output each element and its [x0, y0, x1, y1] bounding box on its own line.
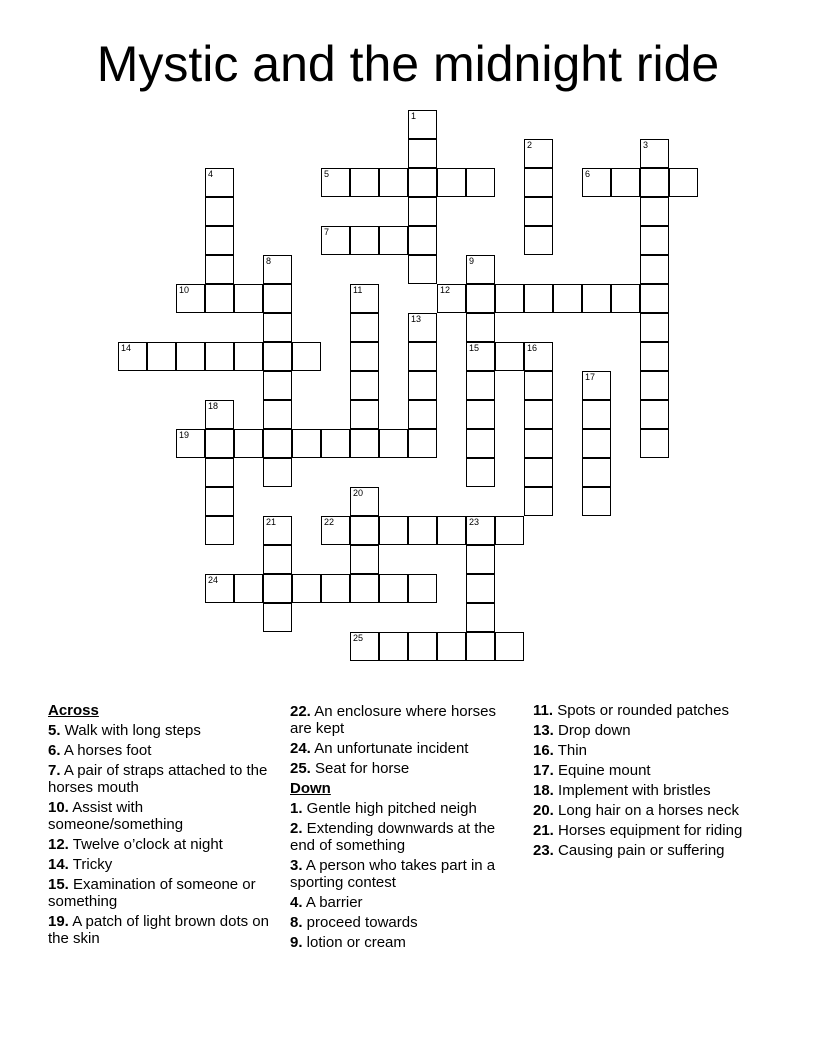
clue-number: 24 [208, 575, 219, 585]
clue-number: 1 [411, 111, 417, 121]
clue-number: 17 [585, 372, 596, 382]
grid-cell[interactable] [466, 458, 495, 487]
grid-cell[interactable] [408, 400, 437, 429]
grid-cell[interactable] [176, 284, 205, 313]
grid-cell[interactable] [466, 429, 495, 458]
grid-cell[interactable] [524, 342, 553, 371]
clue-number: 25 [353, 633, 364, 643]
grid-cell[interactable] [524, 284, 553, 313]
clue-text: Equine mount [553, 762, 651, 779]
across-heading: Across [48, 702, 99, 719]
clue-text: lotion or cream [302, 934, 406, 951]
grid-cell[interactable] [263, 371, 292, 400]
grid-cell[interactable] [205, 458, 234, 487]
clue-number: 14 [121, 343, 132, 353]
grid-cell[interactable] [495, 284, 524, 313]
clue-number: 17. [533, 762, 554, 779]
grid-cell[interactable] [350, 632, 379, 661]
clue-text: Horses equipment for riding [553, 822, 743, 839]
grid-cell[interactable] [640, 342, 669, 371]
grid-cell[interactable] [408, 516, 437, 545]
clue-text: Extending downwards at the end of something [290, 820, 496, 854]
down-clue [290, 820, 515, 854]
clue-number: 20 [353, 488, 364, 498]
grid-cell[interactable] [495, 342, 524, 371]
down-clue [533, 822, 763, 839]
grid-cell[interactable] [321, 429, 350, 458]
grid-cell[interactable] [466, 603, 495, 632]
clue-number: 4 [208, 169, 214, 179]
grid-cell[interactable] [205, 197, 234, 226]
clues-column-1 [48, 700, 273, 947]
clue-text: An enclosure where horses are kept [290, 703, 496, 737]
grid-cell[interactable] [350, 574, 379, 603]
grid-cell[interactable] [408, 632, 437, 661]
clue-number: 13. [533, 722, 554, 739]
grid-cell[interactable] [524, 168, 553, 197]
clue-text: Causing pain or suffering [553, 842, 725, 859]
clue-number: 4. [290, 894, 303, 911]
grid-cell[interactable] [408, 429, 437, 458]
clue-text: Twelve o’clock at night [68, 836, 223, 853]
grid-cell[interactable] [205, 168, 234, 197]
grid-cell[interactable] [263, 545, 292, 574]
clue-text: Tricky [68, 856, 113, 873]
clue-number: 16. [533, 742, 554, 759]
clue-number: 22. [290, 703, 311, 720]
grid-cell[interactable] [234, 429, 263, 458]
grid-cell[interactable] [350, 400, 379, 429]
grid-cell[interactable] [466, 371, 495, 400]
clue-number: 12. [48, 836, 69, 853]
grid-cell[interactable] [292, 429, 321, 458]
grid-cell[interactable] [205, 400, 234, 429]
clue-text: Seat for horse [310, 760, 410, 777]
grid-cell[interactable] [640, 371, 669, 400]
clues-column-2 [290, 700, 515, 951]
grid-cell[interactable] [205, 255, 234, 284]
grid-cell[interactable] [263, 603, 292, 632]
down-clue [290, 914, 515, 931]
grid-cell[interactable] [263, 400, 292, 429]
clue-number: 13 [411, 314, 422, 324]
clue-number: 3 [643, 140, 649, 150]
grid-cell[interactable] [466, 632, 495, 661]
page-title: Mystic and the midnight ride [96, 36, 720, 92]
clue-number: 9 [469, 256, 475, 266]
clue-text: Implement with bristles [553, 782, 711, 799]
clue-number: 7. [48, 762, 61, 779]
grid-cell[interactable] [205, 516, 234, 545]
clue-text: Spots or rounded patches [553, 702, 729, 719]
grid-cell[interactable] [408, 342, 437, 371]
clue-number: 8 [266, 256, 272, 266]
grid-cell[interactable] [234, 284, 263, 313]
across-clue [48, 913, 273, 947]
across-clue [290, 760, 515, 777]
grid-cell[interactable] [379, 632, 408, 661]
across-clue [290, 703, 515, 737]
clue-number: 8. [290, 914, 303, 931]
grid-cell[interactable] [350, 429, 379, 458]
grid-cell[interactable] [640, 226, 669, 255]
grid-cell[interactable] [582, 429, 611, 458]
grid-cell[interactable] [640, 313, 669, 342]
grid-cell[interactable] [408, 110, 437, 139]
grid-cell[interactable] [350, 371, 379, 400]
clue-number: 23 [469, 517, 480, 527]
grid-cell[interactable] [350, 168, 379, 197]
grid-cell[interactable] [495, 632, 524, 661]
grid-cell[interactable] [640, 284, 669, 313]
grid-cell[interactable] [466, 168, 495, 197]
grid-cell[interactable] [524, 487, 553, 516]
down-clue [533, 762, 763, 779]
grid-cell[interactable] [466, 400, 495, 429]
down-clue [290, 894, 515, 911]
grid-cell[interactable] [263, 284, 292, 313]
grid-cell[interactable] [350, 313, 379, 342]
grid-cell[interactable] [379, 516, 408, 545]
grid-cell[interactable] [263, 342, 292, 371]
clue-number: 5. [48, 722, 61, 739]
across-clue [48, 722, 273, 739]
across-clue [48, 876, 273, 910]
grid-cell[interactable] [524, 139, 553, 168]
clue-number: 21 [266, 517, 277, 527]
grid-cell[interactable] [350, 226, 379, 255]
grid-cell[interactable] [524, 226, 553, 255]
clue-number: 25. [290, 760, 311, 777]
grid-cell[interactable] [466, 284, 495, 313]
grid-cell[interactable] [466, 313, 495, 342]
grid-cell[interactable] [176, 429, 205, 458]
grid-cell[interactable] [263, 255, 292, 284]
grid-cell[interactable] [582, 168, 611, 197]
grid-cell[interactable] [263, 429, 292, 458]
clue-number: 5 [324, 169, 330, 179]
grid-cell[interactable] [437, 632, 466, 661]
grid-cell[interactable] [582, 400, 611, 429]
down-clue [290, 934, 515, 951]
grid-cell[interactable] [379, 574, 408, 603]
grid-cell[interactable] [205, 226, 234, 255]
clue-text: Examination of someone or something [48, 876, 256, 910]
grid-cell[interactable] [408, 168, 437, 197]
clue-number: 16 [527, 343, 538, 353]
down-clue [290, 800, 515, 817]
grid-cell[interactable] [408, 255, 437, 284]
grid-cell[interactable] [379, 429, 408, 458]
grid-cell[interactable] [205, 342, 234, 371]
grid-cell[interactable] [611, 168, 640, 197]
grid-cell[interactable] [350, 545, 379, 574]
clue-text: A person who takes part in a sporting contest [290, 857, 496, 891]
grid-cell[interactable] [640, 255, 669, 284]
grid-cell[interactable] [408, 574, 437, 603]
grid-cell[interactable] [524, 429, 553, 458]
grid-cell[interactable] [640, 400, 669, 429]
clue-text: A pair of straps attached to the horses mouth [48, 762, 268, 796]
down-clue [533, 842, 763, 859]
across-clue [48, 856, 273, 873]
clue-number: 22 [324, 517, 335, 527]
grid-cell[interactable] [234, 574, 263, 603]
down-clue [533, 742, 763, 759]
grid-cell[interactable] [263, 516, 292, 545]
grid-cell[interactable] [408, 139, 437, 168]
grid-cell[interactable] [379, 168, 408, 197]
grid-cell[interactable] [234, 342, 263, 371]
clue-number: 14. [48, 856, 69, 873]
down-clue [533, 702, 763, 719]
clue-number: 1. [290, 800, 303, 817]
grid-cell[interactable] [205, 429, 234, 458]
grid-cell[interactable] [292, 342, 321, 371]
clue-text: An unfortunate incident [310, 740, 469, 757]
grid-cell[interactable] [147, 342, 176, 371]
clue-number: 10. [48, 799, 69, 816]
clue-text: Long hair on a horses neck [553, 802, 739, 819]
grid-cell[interactable] [611, 284, 640, 313]
grid-cell[interactable] [205, 487, 234, 516]
down-clue [533, 782, 763, 799]
grid-cell[interactable] [205, 284, 234, 313]
grid-cell[interactable] [350, 284, 379, 313]
grid-cell[interactable] [408, 197, 437, 226]
clue-number: 15. [48, 876, 69, 893]
across-clue [48, 742, 273, 759]
grid-cell[interactable] [640, 197, 669, 226]
clue-number: 11. [533, 702, 554, 719]
clue-number: 6. [48, 742, 61, 759]
grid-cell[interactable] [292, 574, 321, 603]
clue-number: 19. [48, 913, 69, 930]
clue-text: Walk with long steps [60, 722, 201, 739]
clue-text: A patch of light brown dots on the skin [48, 913, 269, 947]
down-clue [533, 802, 763, 819]
clue-number: 21. [533, 822, 554, 839]
clue-number: 20. [533, 802, 554, 819]
clue-text: Assist with someone/something [48, 799, 184, 833]
clue-number: 24. [290, 740, 311, 757]
grid-cell[interactable] [524, 371, 553, 400]
clue-number: 3. [290, 857, 303, 874]
grid-cell[interactable] [669, 168, 698, 197]
grid-cell[interactable] [321, 226, 350, 255]
clue-text: A horses foot [60, 742, 152, 759]
grid-cell[interactable] [466, 516, 495, 545]
across-clue [290, 740, 515, 757]
grid-cell[interactable] [437, 168, 466, 197]
clue-number: 9. [290, 934, 303, 951]
grid-cell[interactable] [321, 168, 350, 197]
grid-cell[interactable] [582, 284, 611, 313]
grid-cell[interactable] [350, 342, 379, 371]
down-heading: Down [290, 780, 331, 797]
grid-cell[interactable] [176, 342, 205, 371]
grid-cell[interactable] [408, 226, 437, 255]
grid-cell[interactable] [524, 458, 553, 487]
grid-cell[interactable] [350, 516, 379, 545]
grid-cell[interactable] [437, 516, 466, 545]
grid-cell[interactable] [350, 487, 379, 516]
grid-cell[interactable] [466, 255, 495, 284]
grid-cell[interactable] [466, 574, 495, 603]
grid-cell[interactable] [118, 342, 147, 371]
grid-cell[interactable] [321, 574, 350, 603]
grid-cell[interactable] [582, 458, 611, 487]
grid-cell[interactable] [495, 516, 524, 545]
grid-cell[interactable] [205, 574, 234, 603]
grid-cell[interactable] [437, 284, 466, 313]
grid-cell[interactable] [640, 429, 669, 458]
clue-number: 2 [527, 140, 533, 150]
clue-number: 15 [469, 343, 480, 353]
grid-cell[interactable] [524, 197, 553, 226]
clue-number: 2. [290, 820, 303, 837]
clue-number: 18 [208, 401, 219, 411]
grid-cell[interactable] [263, 574, 292, 603]
grid-cell[interactable] [379, 226, 408, 255]
across-clue [48, 762, 273, 796]
clue-number: 11 [353, 285, 363, 295]
grid-cell[interactable] [640, 139, 669, 168]
clue-text: Thin [553, 742, 587, 759]
grid-cell[interactable] [408, 371, 437, 400]
down-clue [533, 722, 763, 739]
clue-number: 12 [440, 285, 451, 295]
grid-cell[interactable] [263, 313, 292, 342]
clue-number: 19 [179, 430, 190, 440]
clue-number: 23. [533, 842, 554, 859]
down-clue [290, 857, 515, 891]
clue-number: 7 [324, 227, 330, 237]
clue-number: 18. [533, 782, 554, 799]
across-clue [48, 836, 273, 853]
grid-cell[interactable] [640, 168, 669, 197]
clue-text: Drop down [553, 722, 631, 739]
clue-number: 10 [179, 285, 190, 295]
clue-text: A barrier [302, 894, 363, 911]
grid-cell[interactable] [466, 342, 495, 371]
clue-number: 6 [585, 169, 591, 179]
grid-cell[interactable] [263, 458, 292, 487]
grid-cell[interactable] [582, 487, 611, 516]
grid-cell[interactable] [553, 284, 582, 313]
clue-text: Gentle high pitched neigh [302, 800, 477, 817]
clue-text: proceed towards [302, 914, 418, 931]
grid-cell[interactable] [321, 516, 350, 545]
grid-cell[interactable] [524, 400, 553, 429]
grid-cell[interactable] [408, 313, 437, 342]
grid-cell[interactable] [466, 545, 495, 574]
clues-column-3 [533, 700, 763, 859]
across-clue [48, 799, 273, 833]
grid-cell[interactable] [582, 371, 611, 400]
